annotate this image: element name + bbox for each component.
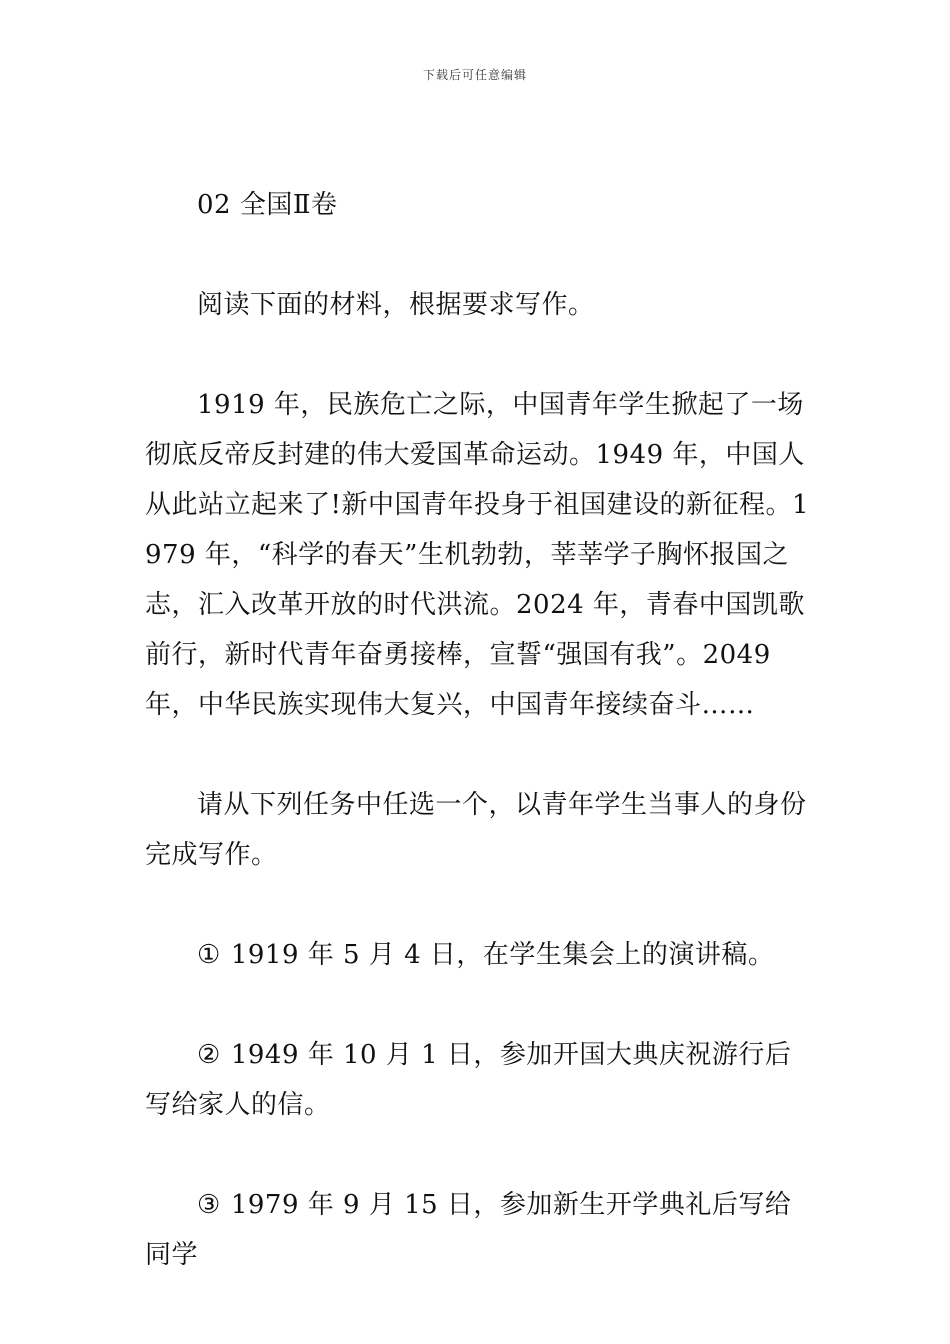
instruction-text: 阅读下面的材料，根据要求写作。 [197,290,595,320]
task-list [145,930,810,1280]
document-title: 02 全国Ⅱ卷 [197,190,338,220]
task-marker: ① [197,940,221,970]
task-marker: ③ [197,1190,221,1220]
task-text: 1919 年 5 月 4 日，在学生集会上的演讲稿。 [230,940,775,970]
material-paragraph: 1919 年，民族危亡之际，中国青年学生掀起了一场彻底反帝反封建的伟大爱国革命运动。1949 年，中国人从此站立起来了!新中国青年投身于祖国建设的新征程。1979 年，“科学的春天”生机勃勃，莘莘学子胸怀报国之志，汇入改革开放的时代洪流。2024 年，青春中国凯歌前行，新时代青年奋勇接棒，宣誓“强国有我”。2049 年，中华民族实现伟大复兴，中国青年接续奋斗…… [145,390,809,720]
task-text: 1979 年 9 月 15 日，参加新生开学典礼后写给同学 [145,1190,792,1270]
task-item [145,930,810,980]
task-marker: ② [197,1040,221,1070]
document-body [145,180,810,1330]
task-item [145,1180,810,1280]
task-item [145,1030,810,1130]
header-note: 下载后可任意编辑 [422,68,527,82]
task-text: 1949 年 10 月 1 日，参加开国大典庆祝游行后写给家人的信。 [145,1040,792,1120]
task-prompt: 请从下列任务中任选一个，以青年学生当事人的身份完成写作。 [145,790,807,870]
